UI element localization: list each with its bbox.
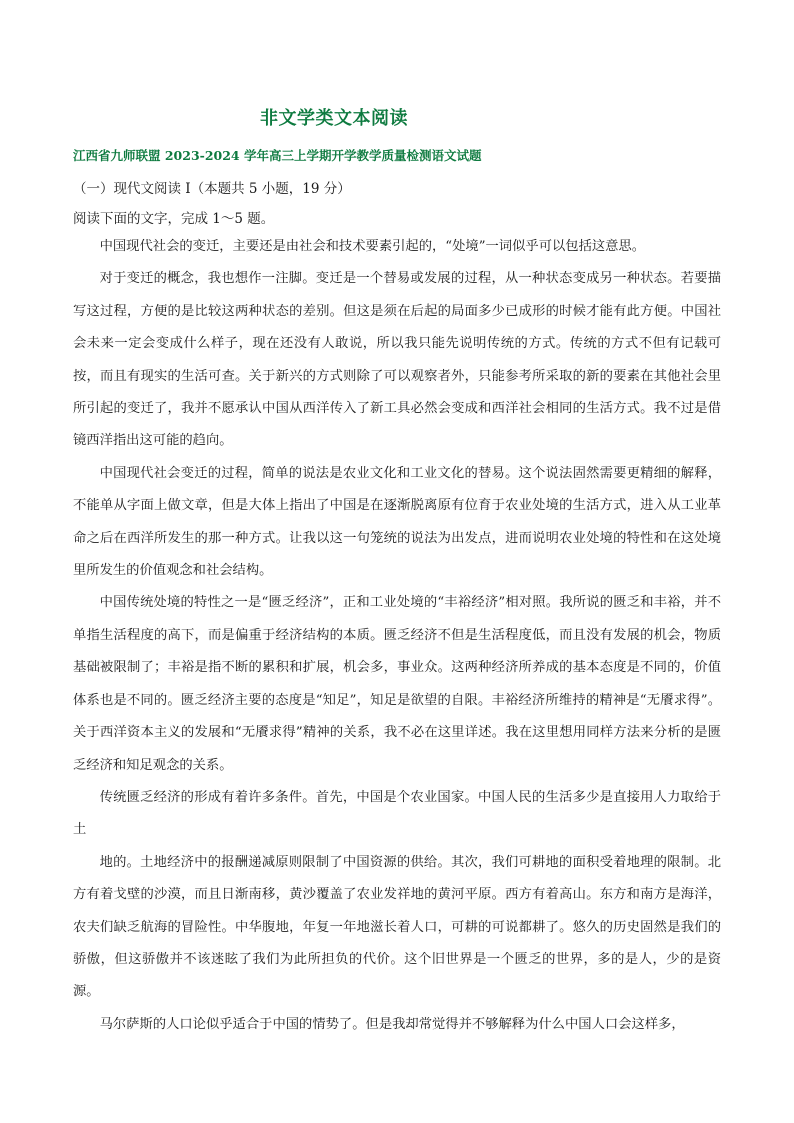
- passage-paragraph: 中国传统处境的特性之一是“匮乏经济”，正和工业处境的“丰裕经济”相对照。我所说的匮乏和丰裕，并不单指生活程度的高下，而是偏重于经济结构的本质。匮乏经济不但是生活程度低，而且没有发展的机会，物质基础被限制了；丰裕是指不断的累积和扩展，机会多，事业众。这两种经济所养成的基本态度是不同的，价值体系也是不同的。匮乏经济主要的态度是“知足”，知足是欲望的自限。丰裕经济所维持的精神是“无餍求得”。关于西洋资本主义的发展和“无餍求得”精神的关系，我不必在这里详述。我在这里想用同样方法来分析的是匮乏经济和知足观念的关系。: [73, 595, 721, 773]
- reading-passage: [73, 231, 721, 1041]
- document-title: 非文学类文本阅读: [260, 108, 408, 129]
- passage-paragraph: 地的。土地经济中的报酬递减原则限制了中国资源的供给。其次，我们可耕地的面积受着地理的限制。北方有着戈壁的沙漠，而且日渐南移，黄沙覆盖了农业发祥地的黄河平原。西方有着高山。东方和南方是海洋，农夫们缺乏航海的冒险性。中华腹地，年复一年地滋长着人口，可耕的可说都耕了。悠久的历史固然是我们的骄傲，但这骄傲并不该迷眩了我们为此所担负的代价。这个旧世界是一个匮乏的世界，多的是人，少的是资源。: [73, 854, 721, 1000]
- passage-paragraph: 传统匮乏经济的形成有着许多条件。首先，中国是个农业国家。中国人民的生活多少是直接用人力取给于土: [73, 789, 721, 838]
- passage-paragraph: 中国现代社会的变迁，主要还是由社会和技术要素引起的，“处境”一词似乎可以包括这意思。: [99, 239, 646, 254]
- exam-source: 江西省九师联盟 2023-2024 学年高三上学期开学教学质量检测语文试题: [73, 148, 482, 163]
- passage-paragraph: 对于变迁的概念，我也想作一注脚。变迁是一个替易或发展的过程，从一种状态变成另一种状态。若要描写这过程，方便的是比较这两种状态的差别。但这是须在后起的局面多少已成形的时候才能有此方便。中国社会未来一定会变成什么样子，现在还没有人敢说，所以我只能先说明传统的方式。传统的方式不但有记载可按，而且有现实的生活可查。关于新兴的方式则除了可以观察者外，只能参考所采取的新的要素在其他社会里所引起的变迁了，我并不愿承认中国从西洋传入了新工具必然会变成和西洋社会相同的生活方式。我不过是借镜西洋指出这可能的趋向。: [73, 271, 721, 449]
- passage-paragraph: 马尔萨斯的人口论似乎适合于中国的情势了。但是我却常觉得并不够解释为什么中国人口会这样多，: [99, 1016, 685, 1032]
- reading-instruction: 阅读下面的文字，完成 1～5 题。: [73, 211, 275, 227]
- section-heading: （一）现代文阅读 I（本题共 5 小题，19 分）: [73, 181, 351, 197]
- passage-paragraph: 中国现代社会变迁的过程，简单的说法是农业文化和工业文化的替易。这个说法固然需要更精细的解释，不能单从字面上做文章，但是大体上指出了中国是在逐渐脱离原有位育于农业处境的生活方式，进入从工业革命之后在西洋所发生的那一种方式。让我以这一句笼统的说法为出发点，进而说明农业处境的特性和在这处境里所发生的价值观念和社会结构。: [73, 465, 721, 579]
